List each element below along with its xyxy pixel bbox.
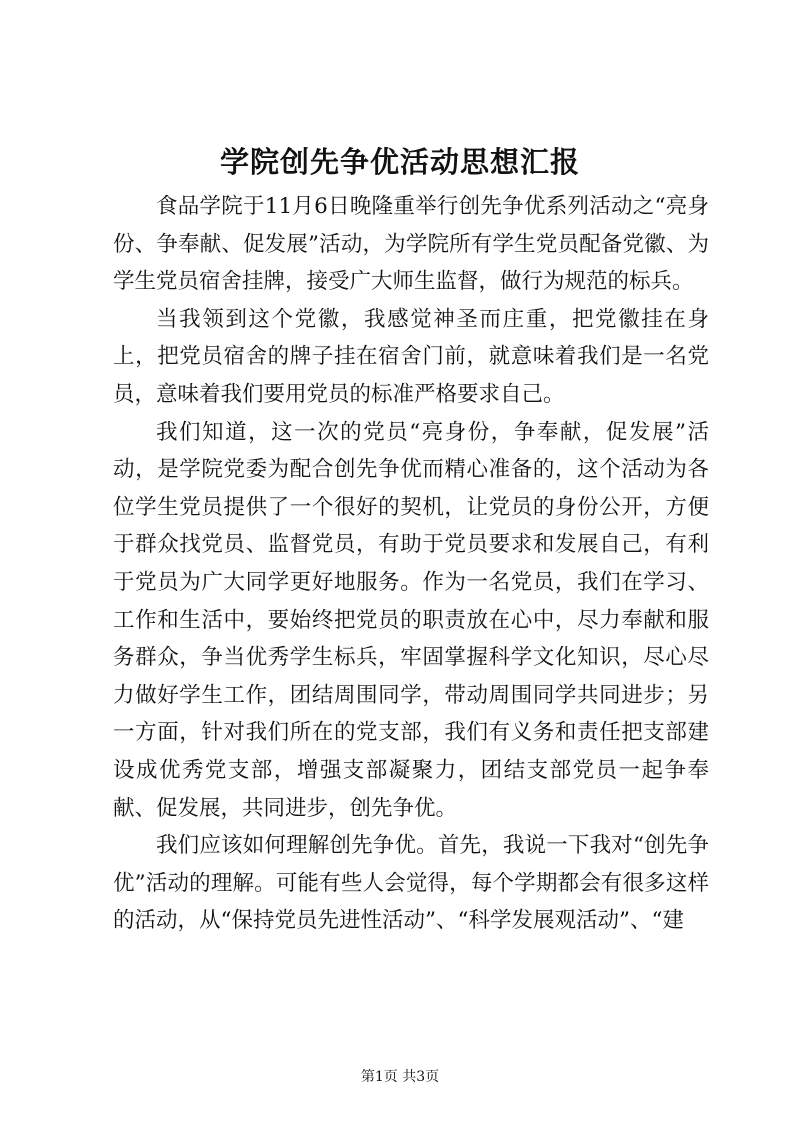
paragraph-2: 当我领到这个党徽，我感觉神圣而庄重，把党徽挂在身上，把党员宿舍的牌子挂在宿舍门前，就意味着我们是一名党员，意味着我们要用党员的标准严格要求自己。 [113,306,709,407]
document-body [113,188,709,940]
paragraph-4: 我们应该如何理解创先争优。首先，我说一下我对“创先争优”活动的理解。可能有些人会觉得，每个学期都会有很多这样的活动，从“保持党员先进性活动”、“科学发展观活动”、“建 [113,833,709,934]
paragraph-3: 我们知道，这一次的党员“亮身份，争奉献，促发展”活动，是学院党委为配合创先争优而精心准备的，这个活动为各位学生党员提供了一个很好的契机，让党员的身份公开，方便于群众找党员、监督党员，有助于党员要求和发展自己，有利于党员为广大同学更好地服务。作为一名党员，我们在学习、工作和生活中，要始终把党员的职责放在心中，尽力奉献和服务群众，争当优秀学生标兵，牢固掌握科学文化知识，尽心尽力做好学生工作，团结周围同学，带动周围同学共同进步；另一方面，针对我们所在的党支部，我们有义务和责任把支部建设成优秀党支部，增强支部凝聚力，团结支部党员一起争奉献、促发展，共同进步，创先争优。 [113,419,709,821]
document-title: 学院创先争优活动思想汇报 [219,145,580,179]
page-footer: 第1页 共3页 [360,1069,440,1085]
paragraph-1: 食品学院于11月6日晚隆重举行创先争优系列活动之“亮身份、争奉献、促发展”活动，为学院所有学生党员配备党徽、为学生党员宿舍挂牌，接受广大师生监督，做行为规范的标兵。 [113,194,709,295]
